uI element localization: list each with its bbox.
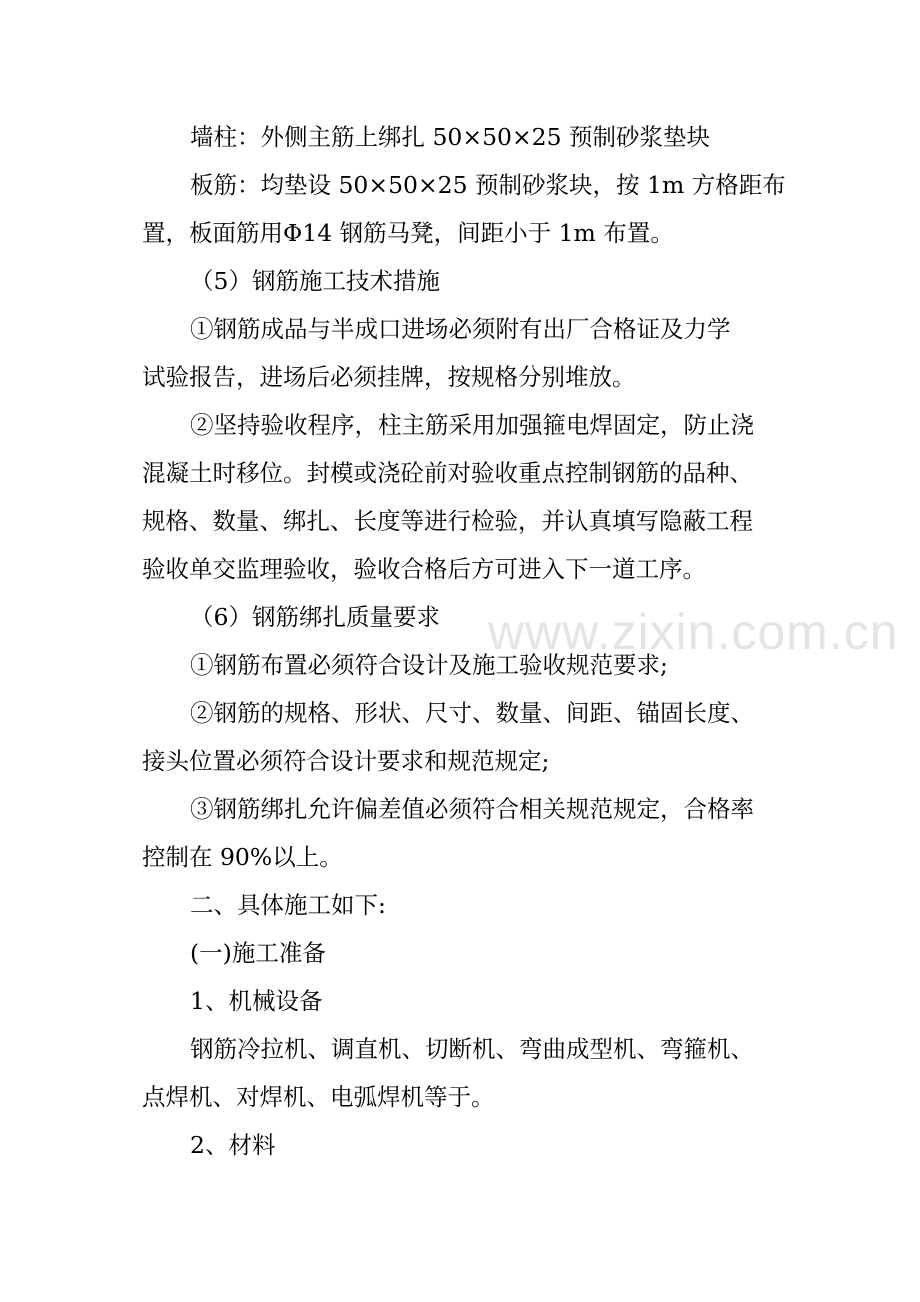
paragraph-machinery-list-cont: 点焊机、对焊机、电弧焊机等于。 [142, 1083, 495, 1111]
measure-item-1-cont: 试验报告，进场后必须挂牌，按规格分别堆放。 [142, 363, 636, 391]
heading-machinery: 1、机械设备 [190, 987, 323, 1015]
quality-item-3: ③钢筋绑扎允许偏差值必须符合相关规范规定，合格率 [190, 795, 754, 823]
quality-item-3-cont: 控制在 90%以上。 [142, 843, 343, 871]
paragraph-slab-bars-cont: 置，板面筋用Φ14 钢筋马凳，间距小于 1m 布置。 [142, 219, 674, 247]
quality-item-1: ①钢筋布置必须符合设计及施工验收规范要求; [190, 651, 668, 679]
paragraph-slab-bars: 板筋：均垫设 50×50×25 预制砂浆块，按 1m 方格距布 [190, 171, 786, 199]
measure-item-2-cont-1: 混凝土时移位。封模或浇砼前对验收重点控制钢筋的品种、 [142, 459, 753, 487]
measure-item-1: ①钢筋成品与半成口进场必须附有出厂合格证及力学 [190, 315, 731, 343]
quality-item-2: ②钢筋的规格、形状、尺寸、数量、间距、锚固长度、 [190, 699, 754, 727]
heading-materials: 2、材料 [190, 1131, 276, 1159]
measure-item-2: ②坚持验收程序，柱主筋采用加强箍电焊固定，防止浇 [190, 411, 754, 439]
measure-item-2-cont-3: 验收单交监理验收，验收合格后方可进入下一道工序。 [142, 555, 706, 583]
heading-technical-measures: （5）钢筋施工技术措施 [190, 267, 440, 295]
quality-item-2-cont: 接头位置必须符合设计要求和规范规定; [142, 747, 550, 775]
heading-preparation: (一)施工准备 [190, 939, 326, 967]
measure-item-2-cont-2: 规格、数量、绑扎、长度等进行检验，并认真填写隐蔽工程 [142, 507, 753, 535]
heading-construction-details: 二、具体施工如下: [190, 891, 386, 919]
heading-quality-requirements: （6）钢筋绑扎质量要求 [190, 603, 440, 631]
site-watermark: www.zixin.com.cn [488, 604, 899, 660]
paragraph-wall-column: 墙柱：外侧主筋上绑扎 50×50×25 预制砂浆垫块 [190, 123, 711, 151]
paragraph-machinery-list: 钢筋冷拉机、调直机、切断机、弯曲成型机、弯箍机、 [190, 1035, 754, 1063]
